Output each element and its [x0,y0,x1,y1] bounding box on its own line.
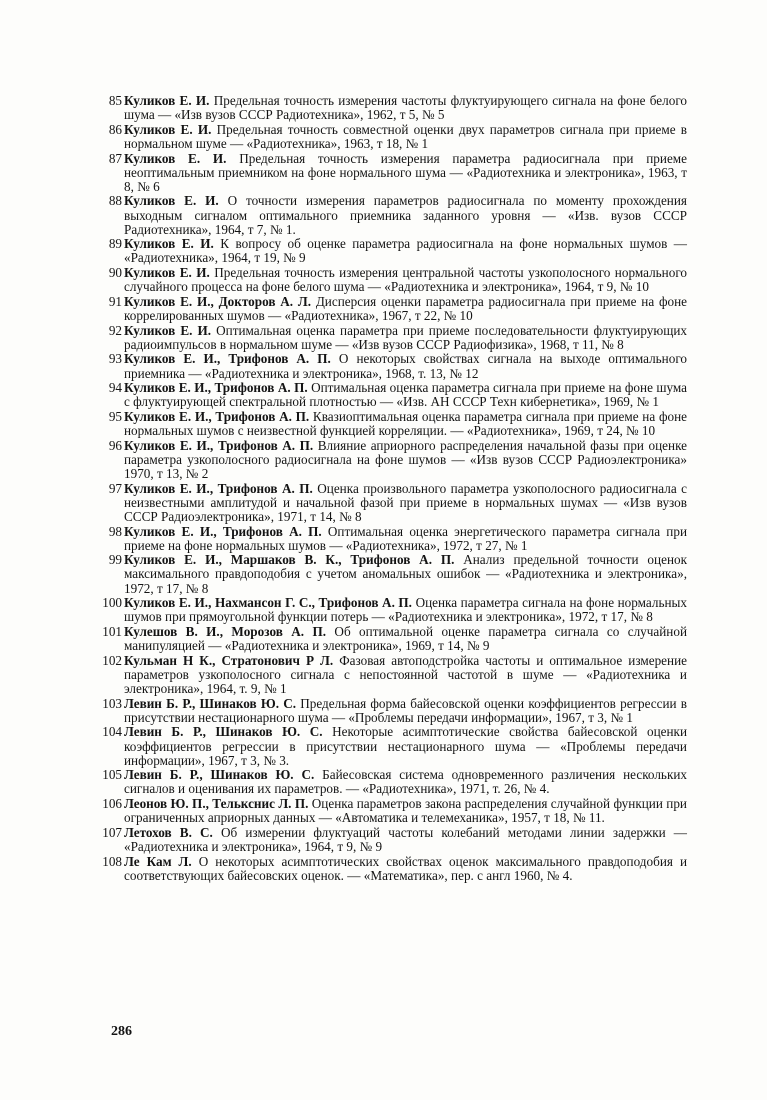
reference-number: 87 [108,150,122,166]
reference-number: 88 [108,193,122,209]
reference-item [102,152,687,194]
reference-text: Оценка произвольного параметра узкополосного радиосигнала с неизвестными амплитудой и начальной фазой при приеме в нормальных шумах — «Изв вузов СССР Радиоэлектроника», 1971, т 14, № 8 [124,480,688,524]
reference-number: 97 [108,480,122,496]
reference-authors: Куликов Е. И., Трифонов А. П. [124,437,314,453]
reference-authors: Куликов Е. И., Докторов А. Л. [124,293,312,309]
reference-item [102,352,687,380]
reference-item [102,797,687,825]
reference-item [102,654,687,696]
reference-number: 92 [108,322,122,338]
reference-text: Предельная точность совместной оценки двух параметров сигнала при приеме в нормальном шуме — «Радиотехника», 1963, т 18, № 1 [124,121,688,151]
reference-number: 86 [108,121,122,137]
reference-item [102,381,687,409]
reference-item [102,295,687,323]
reference-authors: Куликов Е. И. [124,265,210,281]
reference-text: Предельная точность измерения параметра радиосигнала при приеме неоптимальным приемником на фоне нормального шума — «Радиотехника и электроника», 1963, т 8, № 6 [124,150,687,194]
reference-item [102,194,687,236]
reference-text: Оценка параметров закона распределения случайной функции при ограниченных априорных данных — «Автоматика и телемеханика», 1957, т 18, № 11. [124,796,687,826]
reference-item [102,324,687,352]
reference-authors: Куликов Е. И. [124,121,212,137]
reference-text: Предельная точность измерения частоты флуктуирующего сигнала на фоне белого шума — «Изв вузов СССР Радиотехника», 1962, т 5, № 5 [124,93,687,123]
reference-number: 108 [102,853,122,869]
reference-authors: Куликов Е. И., Нахмансон Г. С., Трифонов А. П. [124,595,412,611]
reference-text: Предельная форма байесовской оценки коэффициентов регрессии в присутствии нестационарного шума — «Проблемы передачи информации», 1967, т 3, № 1 [124,695,688,725]
reference-authors: Левин Б. Р., Шинаков Ю. С. [124,695,297,711]
reference-authors: Куликов Е. И. [124,193,219,209]
reference-authors: Кулешов В. И., Морозов А. П. [124,623,327,639]
reference-text: Влияние априорного распределения начальной фазы при оценке параметра узкополосного радиосигнала на фоне шумов — «Изв вузов СССР Радиоэлектроника» 1970, т 13, № 2 [124,437,688,481]
reference-item [102,596,687,624]
reference-authors: Леонов Ю. П., Телькснис Л. П. [124,796,309,812]
reference-item [102,237,687,265]
reference-list [102,94,687,883]
reference-text: Об оптимальной оценке параметра сигнала со случайной манипуляцией — «Радиотехника и электроника», 1969, т 14, № 9 [124,623,687,654]
reference-authors: Куликов Е. И. [124,236,214,252]
reference-number: 100 [102,595,122,611]
reference-authors: Левин Б. Р., Шинаков Ю. С. [124,724,323,740]
reference-text: Оптимальная оценка параметра сигнала при приеме на фоне шума с флуктуирующей спектральной плотностью — «Изв. АН СССР Техн кибернетика», 1969, № 1 [124,380,688,410]
reference-authors: Куликов Е. И., Трифонов А. П. [124,351,331,367]
reference-item [102,439,687,481]
reference-item [102,482,687,524]
reference-item [102,855,687,883]
reference-authors: Куликов Е. И., Маршаков В. К., Трифонов А. П. [124,552,455,568]
reference-text: Байесовская система одновременного различения нескольких сигналов и оценивания их параметров. — «Радиотехника», 1971, т. 26, № 4. [124,767,687,797]
reference-item [102,826,687,854]
reference-authors: Куликов Е. И., Трифонов А. П. [124,380,308,396]
reference-text: О некоторых свойствах сигнала на выходе оптимального приемника — «Радиотехника и электроника», 1968, т. 13, № 12 [124,351,688,381]
reference-text: Оптимальная оценка энергетического параметра сигнала при приеме на фоне нормальных шумов — «Радиотехника», 1972, т 27, № 1 [124,523,688,553]
reference-text: Анализ предельной точности оценок максимального правдоподобия с учетом аномальных ошибок — «Радиотехника и электроника», 1972, т 17, № 8 [124,552,687,596]
reference-item [102,553,687,595]
reference-text: О некоторых асимптотических свойствах оценок максимального правдоподобия и соответствующих байесовских оценок. — «Математика», пер. с англ 1960, № 4. [124,853,687,883]
reference-number: 104 [102,724,122,740]
reference-text: Предельная точность измерения центральной частоты узкополосного нормального случайного процесса на фоне белого шума — «Радиотехника и электроника», 1964, т 9, № 10 [124,265,687,295]
reference-authors: Куликов Е. И., Трифонов А. П. [124,409,310,424]
reference-number: 93 [108,351,122,367]
reference-text: Оптимальная оценка параметра при приеме последовательности флуктуирующих радиоимпульсов в нормальном шуме — «Изв вузов СССР Радиофизика», 1968, т 11, № 8 [124,322,688,352]
reference-number: 96 [108,437,122,453]
reference-text: Квазиоптимальная оценка параметра сигнала при приеме на фоне нормальных шумов с неизвестной функцией корреляции. — «Радиотехника», 1969, т 24, № 10 [124,409,687,439]
reference-authors: Кульман Н К., Стратонович Р Л. [124,652,334,668]
reference-number: 89 [108,236,122,252]
page-number: 286 [111,1024,132,1039]
reference-item [102,123,687,151]
reference-number: 101 [102,623,122,639]
reference-item [102,94,687,122]
reference-item [102,725,687,767]
reference-number: 103 [102,695,122,711]
reference-item [102,410,687,438]
reference-number: 91 [108,293,122,309]
reference-authors: Куликов Е. И. [124,93,210,108]
reference-item [102,525,687,553]
reference-text: Некоторые асимптотические свойства байесовской оценки коэффициентов регрессии в присутствии нестационарного шума — «Проблемы передачи информации», 1967, т 3, № 3. [124,724,687,768]
reference-text: Оценка параметра сигнала на фоне нормальных шумов при прямоугольной функции потерь — «Радиотехника и электроника», 1972, т 17, № 8 [124,595,687,625]
reference-text: Дисперсия оценки параметра радиосигнала при приеме на фоне коррелированных шумов — «Радиотехника», 1967, т 22, № 10 [124,293,688,323]
reference-number: 95 [108,409,122,424]
reference-item [102,266,687,294]
reference-authors: Куликов Е. И. [124,322,212,338]
reference-number: 107 [102,824,122,840]
reference-text: Об измерении флуктуаций частоты колебаний методами линии задержки — «Радиотехника и электроника», 1964, т 9, № 9 [124,824,687,854]
reference-item [102,697,687,725]
reference-number: 106 [102,796,122,812]
reference-authors: Куликов Е. И., Трифонов А. П. [124,480,313,496]
reference-number: 90 [108,265,122,281]
reference-item [102,768,687,796]
reference-authors: Ле Кам Л. [124,853,192,869]
reference-authors: Куликов Е. И. [124,150,227,166]
reference-authors: Левин Б. Р., Шинаков Ю. С. [124,767,315,783]
reference-authors: Куликов Е. И., Трифонов А. П. [124,523,322,539]
reference-number: 94 [108,380,122,396]
reference-number: 105 [102,767,122,783]
reference-number: 102 [102,652,122,668]
reference-item [102,625,687,653]
reference-authors: Летохов В. С. [124,824,213,840]
reference-number: 98 [108,523,122,539]
reference-number: 99 [108,552,122,568]
reference-number: 85 [108,93,122,108]
reference-text: О точности измерения параметров радиосигнала по моменту прохождения выходным сигналом оптимального приемника заданного уровня — «Изв. вузов СССР Радиотехника», 1964, т 7, № 1. [124,193,687,237]
reference-text: Фазовая автоподстройка частоты и оптимальное измерение параметров узкополосного сигнала с непостоянной частотой в шуме — «Радиотехника и электроника», 1964, т. 9, № 1 [124,652,687,696]
reference-text: К вопросу об оценке параметра радиосигнала на фоне нормальных шумов — «Радиотехника», 1964, т 19, № 9 [124,236,687,266]
